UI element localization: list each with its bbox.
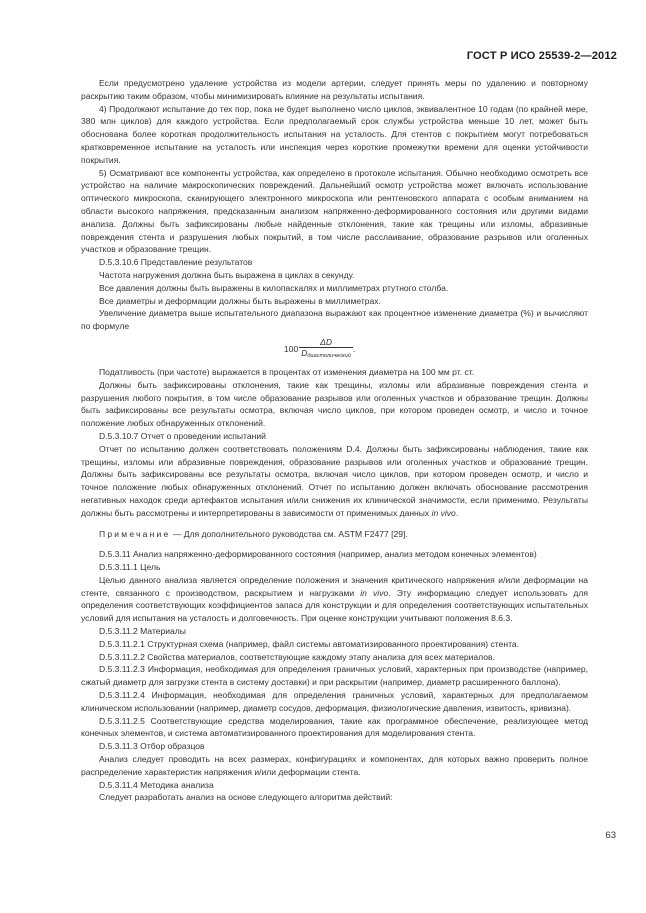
paragraph: D.5.3.11.2.5 Соответствующие средства моделирования, такие как программное обеспечение, реализующее метод конечных элементов, и система автоматизированного проектирования для моделирования стента. (81, 715, 588, 739)
paragraph: 4) Продолжают испытание до тех пор, пока не будет выполнено число циклов, эквивалентное 10 годам (по крайней мере, 380 млн циклов) для каждого устройства. Если предполагаемый срок службы устройства меньше 10 лет, может быть обоснована более короткая продолжительность испытания на усталость. Для стентов с покрытием могут потребоваться кратковременное испытание на усталость или инспекция через короткие промежутки времени для оценки устойчивости покрытия. (81, 103, 588, 165)
paragraph: Все диаметры и деформации должны быть выражены в миллиметрах. (99, 295, 381, 306)
paragraph: D.5.3.11.2.3 Информация, необходимая для определения граничных условий, характерных при производстве (например, сжатый диаметр для загрузки стента в систему доставки) и при раскрытии (например, диаметр расширенного баллона). (81, 664, 588, 688)
note-label: Примечание (99, 528, 171, 539)
paragraph: D.5.3.11.2.1 Структурная схема (например, файл системы автоматизированного проектирования) стента. (99, 638, 520, 649)
formula-denominator: $D_{диастолический}$ (301, 347, 351, 359)
paragraph: 5) Осматривают все компоненты устройства, как определено в протоколе испытания. Обычно необходимо осмотреть все устройство на наличие макроскопических повреждений. Дальнейший осмотр устройства может включать использование оптического микроскопа, сканирующего электронного микроскопа или рентгеновского аппарата с особым вниманием на области высокого напряжения, предсказанным анализом напряженно-деформированного состояния или другими видами анализа. Должны быть зафиксированы любые найденные отклонения, такие как трещины или изломы, абразивные повреждения стента и разрушения любых покрытий, в том числе расслаивание, образование разрывов или оголенных участков и образование трещин. (81, 167, 588, 255)
paragraph: Если предусмотрено удаление устройства из модели артерии, следует принять меры по удалению и повторному раскрытию таким образом, чтобы минимизировать влияние на результаты испытания. (81, 78, 588, 101)
formula-fraction (299, 336, 356, 361)
paragraph: Податливость (при частоте) выражается в процентах от изменения диаметра на 100 мм рт. ст. (99, 366, 475, 377)
formula-denominator-subscript: диастолический (307, 352, 351, 359)
paragraph: Анализ следует проводить на всех размерах, конфигурациях и компонентах, для которых важно проверить полное распределение характеристик напряжения и/или деформации стента. (81, 754, 588, 777)
formula-numerator: ΔD (320, 336, 332, 347)
section-heading: D.5.3.11.4 Методика анализа (99, 779, 214, 790)
paragraph: Отчет по испытанию должен соответствовать положениям D.4. Должны быть зафиксированы наблюдения, такие как трещины, изломы или абразивные повреждения, образование разрывов или оголенных участков и образование трещин. Должны быть зафиксированы все результаты осмотра, включая число циклов, при котором проведен осмотр, и число и точное положение любых обнаруженных отклонений. Отчет по испытанию должен включать обоснование рассмотрения негативных находок среди артефактов испытания и/или снижения их клинической значимости, если применимо. Результаты должны быть рассмотрены и интерпретированы в зависимости от применимых данных in vivo. (81, 443, 588, 518)
section-heading: D.5.3.10.7 Отчет о проведении испытаний (99, 430, 266, 441)
paragraph: Все давления должны быть выражены в килопаскалях и миллиметрах ртутного столба. (99, 282, 449, 293)
paragraph: D.5.3.11.2.2 Свойства материалов, соответствующие каждому этапу анализа для всех материалов. (99, 651, 495, 662)
paragraph: Целью данного анализа является определение положения и значения критического напряжения и/или деформации на стенте, связанного с производством, раскрытием и нагрузками in vivo. Эту информацию следует использовать для определения соответствующих коэффициентов запаса для конструкции и для определения соответствующих испытательных условий для испытания на усталость и долговечность. При оценке конструкции учитывают положения 8.6.3. (81, 574, 589, 624)
section-heading: D.5.3.10.6 Представление результатов (99, 257, 253, 268)
formula-suffix: . (352, 343, 356, 354)
section-heading: D.5.3.11.2 Материалы (99, 626, 186, 637)
page-number: 63 (605, 830, 616, 841)
paragraph: Должны быть зафиксированы отклонения, такие как трещины, изломы или абразивные повреждения стента и разрушения любого покрытия, в том числе образование разрывов или оголенных участков и образование трещин. Должны быть зафиксированы все результаты осмотра, включая число циклов, при котором проведен осмотр, и число и точное положение любых обнаруженных отклонений. (81, 379, 588, 429)
section-heading: D.5.3.11.1 Цель (99, 562, 161, 573)
paragraph: Частота нагружения должна быть выражена в циклах в секунду. (99, 269, 355, 280)
section-heading: D.5.3.11.3 Отбор образцов (99, 741, 205, 752)
document-body (81, 77, 588, 804)
paragraph: D.5.3.11.2.4 Информация, необходимая для определения граничных условий, характерных для предполагаемом клиническом использовании (например, диаметр сосудов, деформация, физиологические давления, извитость, кривизна). (81, 690, 588, 713)
paragraph: Следует разработать анализ на основе следующего алгоритма действий: (99, 792, 393, 803)
note: Примечание — Для дополнительного руководства см. ASTM F2477 [29]. (99, 528, 408, 539)
document-header-title: ГОСТ Р ИСО 25539-2—2012 (466, 50, 617, 62)
diameter-formula (81, 334, 588, 364)
paragraph: Увеличение диаметра выше испытательного диапазона выражают как процентное изменение диаметра (%) и вычисляют по формуле (81, 308, 588, 332)
formula-prefix: 100 (284, 343, 299, 354)
section-heading: D.5.3.11 Анализ напряженно-деформированного состояния (например, анализ методом конечных элементов) (99, 549, 537, 560)
